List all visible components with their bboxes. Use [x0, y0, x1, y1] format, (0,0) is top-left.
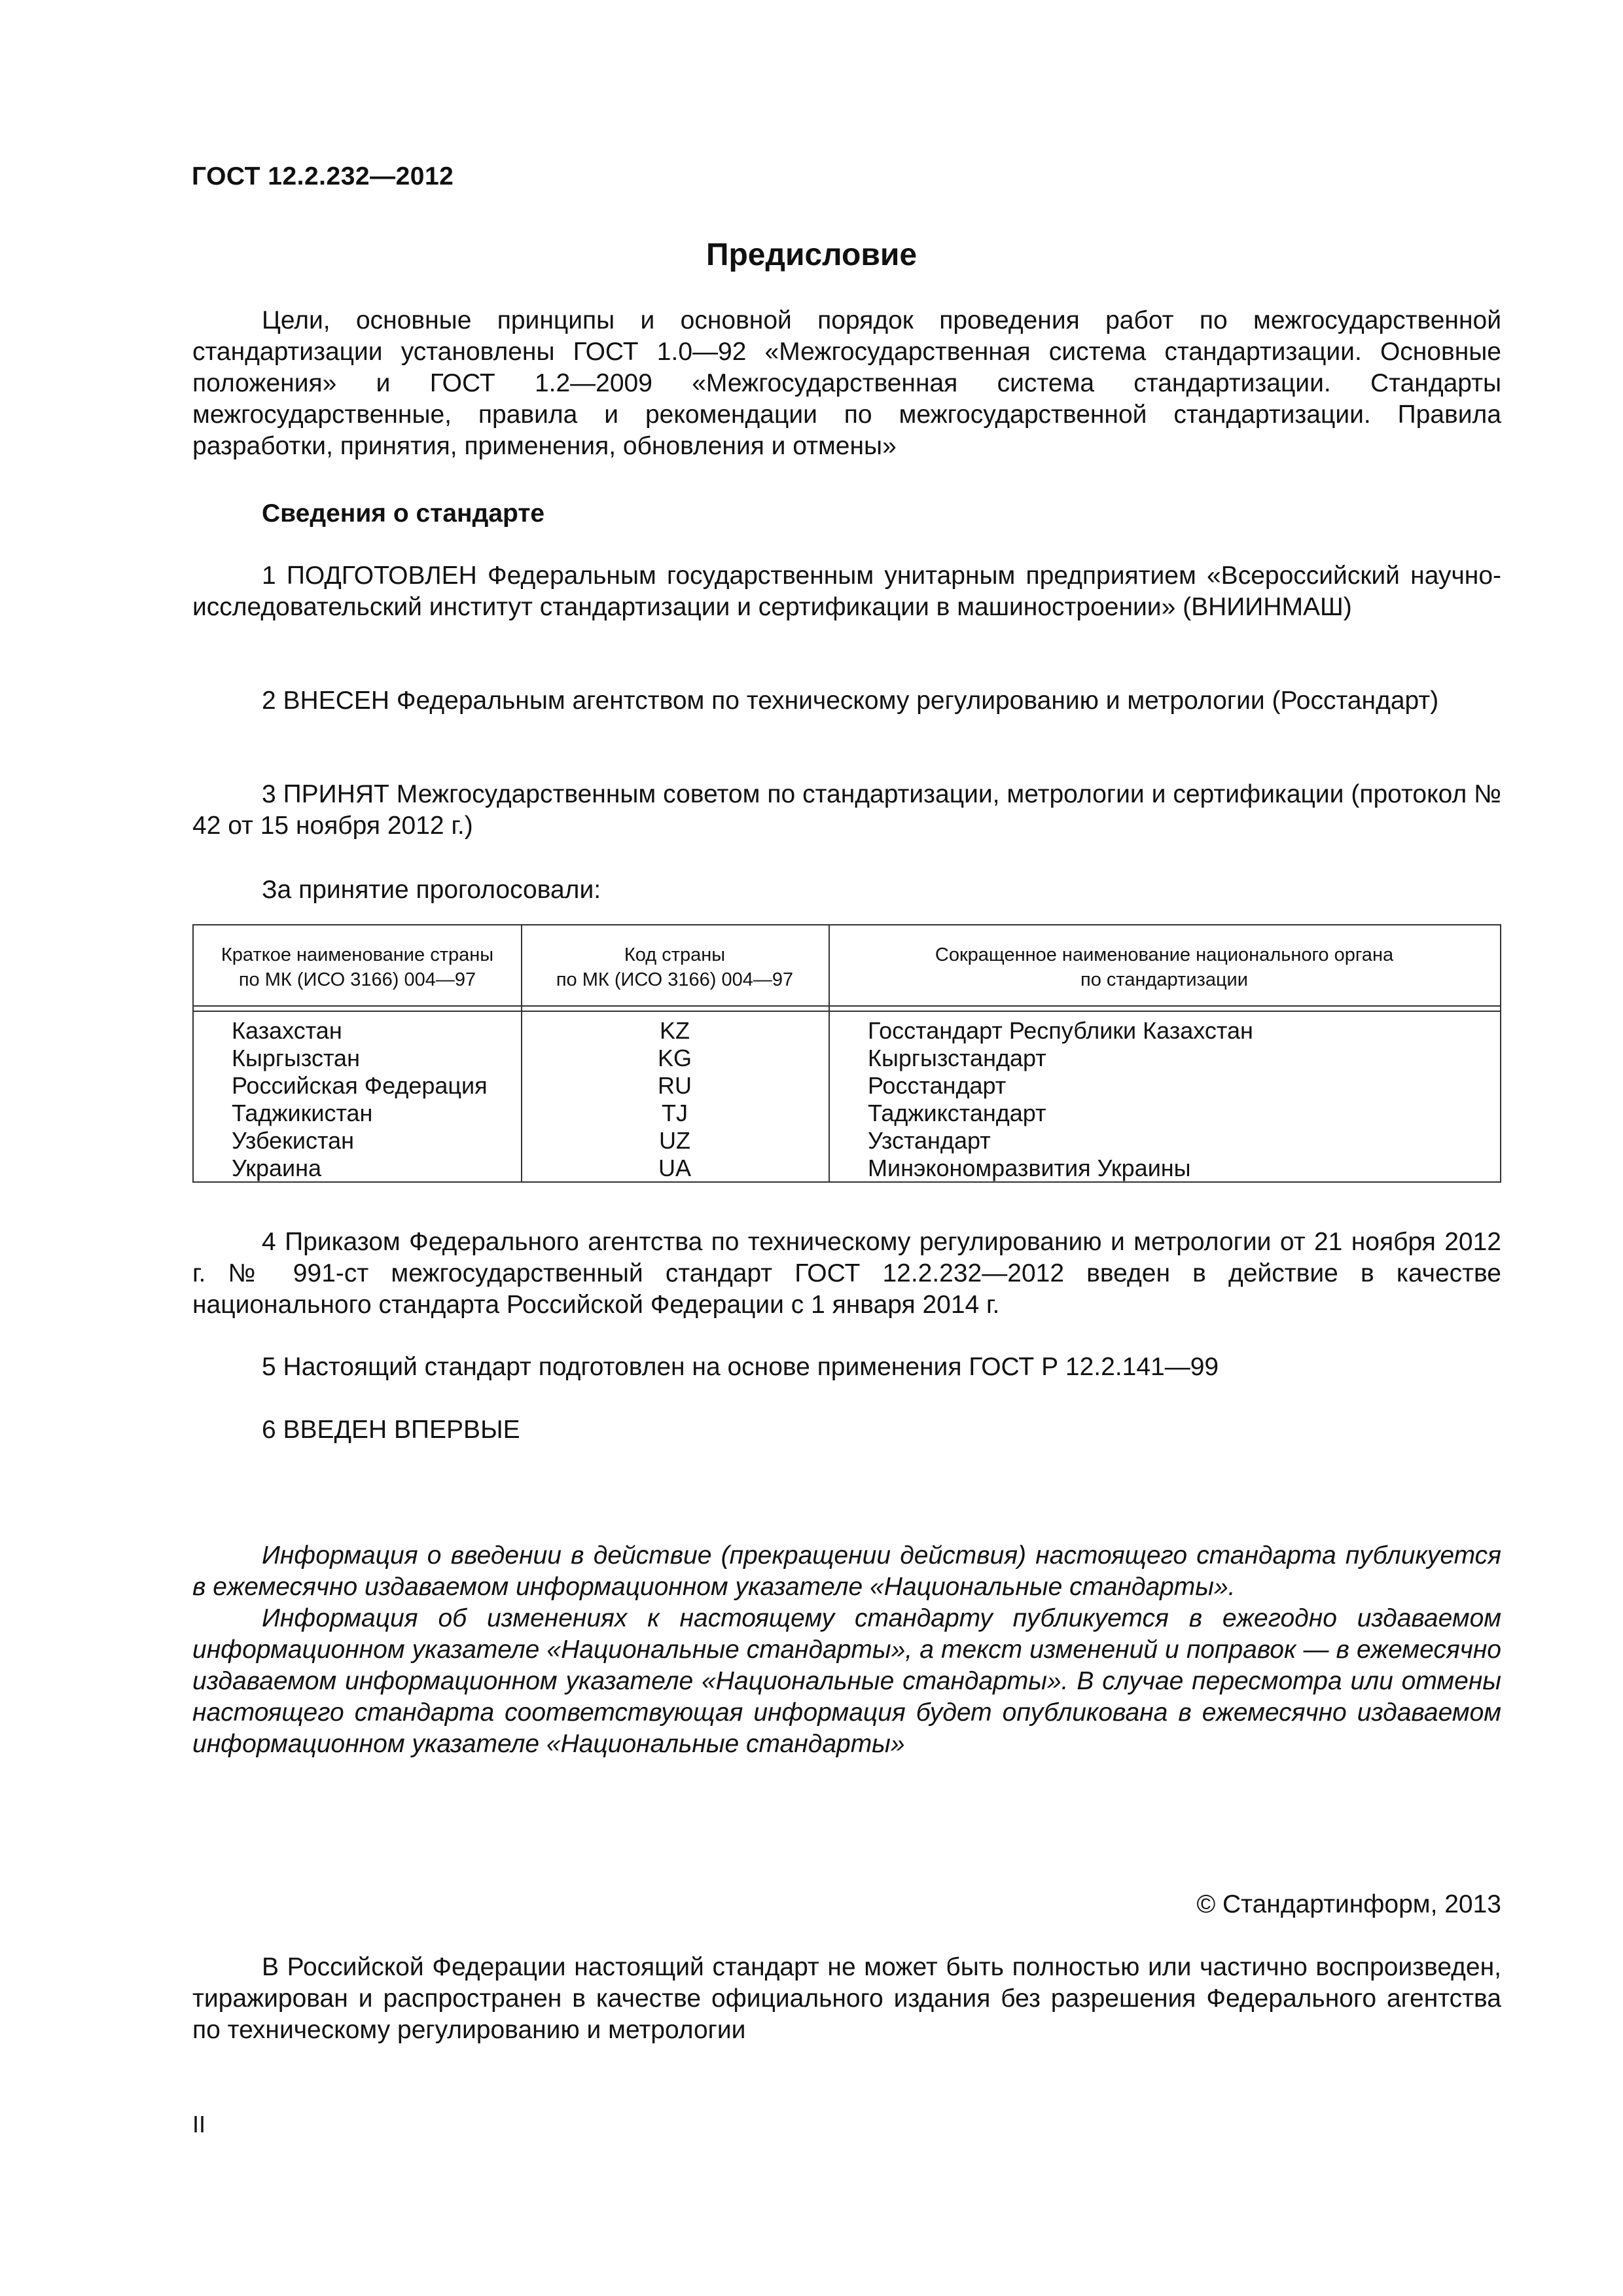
countries-table: [192, 924, 1501, 1183]
table-cell-country: Российская Федерация: [232, 1072, 488, 1099]
info-item-5: 5 Настоящий стандарт подготовлен на основе применения ГОСТ Р 12.2.141—99: [262, 1353, 1219, 1381]
copyright-line: © Стандартинформ, 2013: [1196, 1890, 1501, 1918]
table-cell-country: Таджикистан: [232, 1100, 373, 1126]
table-cell-country: Казахстан: [232, 1017, 342, 1044]
table-header-code: Код страны по МК (ИСО 3166) 004—97: [556, 944, 794, 990]
table-header-divider: [194, 1005, 1500, 1007]
intro-paragraph: Цели, основные принципы и основной порядок проведения работ по межгосударственной стандартизации установлены ГОСТ 1.0—92 «Межгосударственная система стандартизации. Основные положения» и ГОСТ 1.2—2009 «Межгосударственная система стандартизации. Стандарты межгосударственные, правила и рекомендации по межгосударственной стандартизации. Правила разработки, принятия, применения, обновления и отмены»: [192, 306, 1501, 460]
table-cell-code: TJ: [662, 1100, 688, 1126]
standard-info-heading: Сведения о стандарте: [262, 499, 545, 528]
table-cell-country: Узбекистан: [232, 1127, 355, 1154]
table-cell-code: KG: [657, 1045, 692, 1071]
document-code: ГОСТ 12.2.232—2012: [192, 162, 454, 190]
table-cell-code: UA: [658, 1155, 691, 1181]
table-header-divider: [194, 1011, 1500, 1012]
page-number: II: [192, 2111, 206, 2138]
info-item-4: 4 Приказом Федерального агентства по техническому регулированию и метрологии от 21 ноября 2012 г. № 991-ст межгосударственный стандарт ГОСТ 12.2.232—2012 введен в действие в качестве национального стандарта Российской Федерации с 1 января 2014 г.: [192, 1228, 1501, 1319]
info-item-2: 2 ВНЕСЕН Федеральным агентством по техническому регулированию и метрологии (Росстандарт): [262, 687, 1439, 715]
table-cell-organ: Узстандарт: [868, 1127, 991, 1154]
table-header-country: Краткое наименование страны по МК (ИСО 3166) 004—97: [221, 944, 494, 990]
table-cell-organ: Госстандарт Республики Казахстан: [868, 1017, 1253, 1044]
copyright-statement: В Российской Федерации настоящий стандарт не может быть полностью или частично воспроизведен, тиражирован и распространен в качестве официального издания без разрешения Федерального агентства по техническому регулированию и метрологии: [192, 1953, 1501, 2044]
table-cell-code: KZ: [659, 1017, 690, 1044]
table-header-organ: Сокращенное наименование национального органа по стандартизации: [935, 944, 1394, 990]
info-item-3: 3 ПРИНЯТ Межгосударственным советом по стандартизации, метрологии и сертификации (протокол № 42 от 15 ноября 2012 г.): [192, 780, 1501, 840]
notice-paragraph-1: Информация о введении в действие (прекращении действия) настоящего стандарта публикуется в ежемесячно издаваемом информационном указателе «Национальные стандарты».: [192, 1541, 1501, 1601]
table-cell-code: RU: [658, 1072, 692, 1099]
info-item-6: 6 ВВЕДЕН ВПЕРВЫЕ: [262, 1416, 520, 1444]
table-cell-organ: Росстандарт: [868, 1072, 1007, 1099]
notice-paragraph-2: Информация об изменениях к настоящему стандарту публикуется в ежегодно издаваемом информационном указателе «Национальные стандарты», а текст изменений и поправок — в ежемесячно издаваемом информационном указателе «Национальные стандарты». В случае пересмотра или отмены настоящего стандарта соответствующая информация будет опубликована в ежемесячно издаваемом информационном указателе «Национальные стандарты»: [192, 1604, 1501, 1758]
table-cell-organ: Кыргызстандарт: [868, 1045, 1046, 1071]
info-item-1: 1 ПОДГОТОВЛЕН Федеральным государственным унитарным предприятием «Всероссийский научно-исследовательский институт стандартизации и сертификации в машиностроении» (ВНИИНМАШ): [192, 562, 1501, 621]
table-cell-country: Кыргызстан: [232, 1045, 360, 1071]
table-cell-country: Украина: [232, 1155, 322, 1181]
page-title: Предисловие: [705, 238, 918, 272]
table-cell-organ: Минэкономразвития Украины: [868, 1155, 1191, 1181]
voted-label: За принятие проголосовали:: [262, 876, 601, 904]
table-cell-organ: Таджикстандарт: [868, 1100, 1046, 1126]
table-cell-code: UZ: [659, 1127, 690, 1154]
